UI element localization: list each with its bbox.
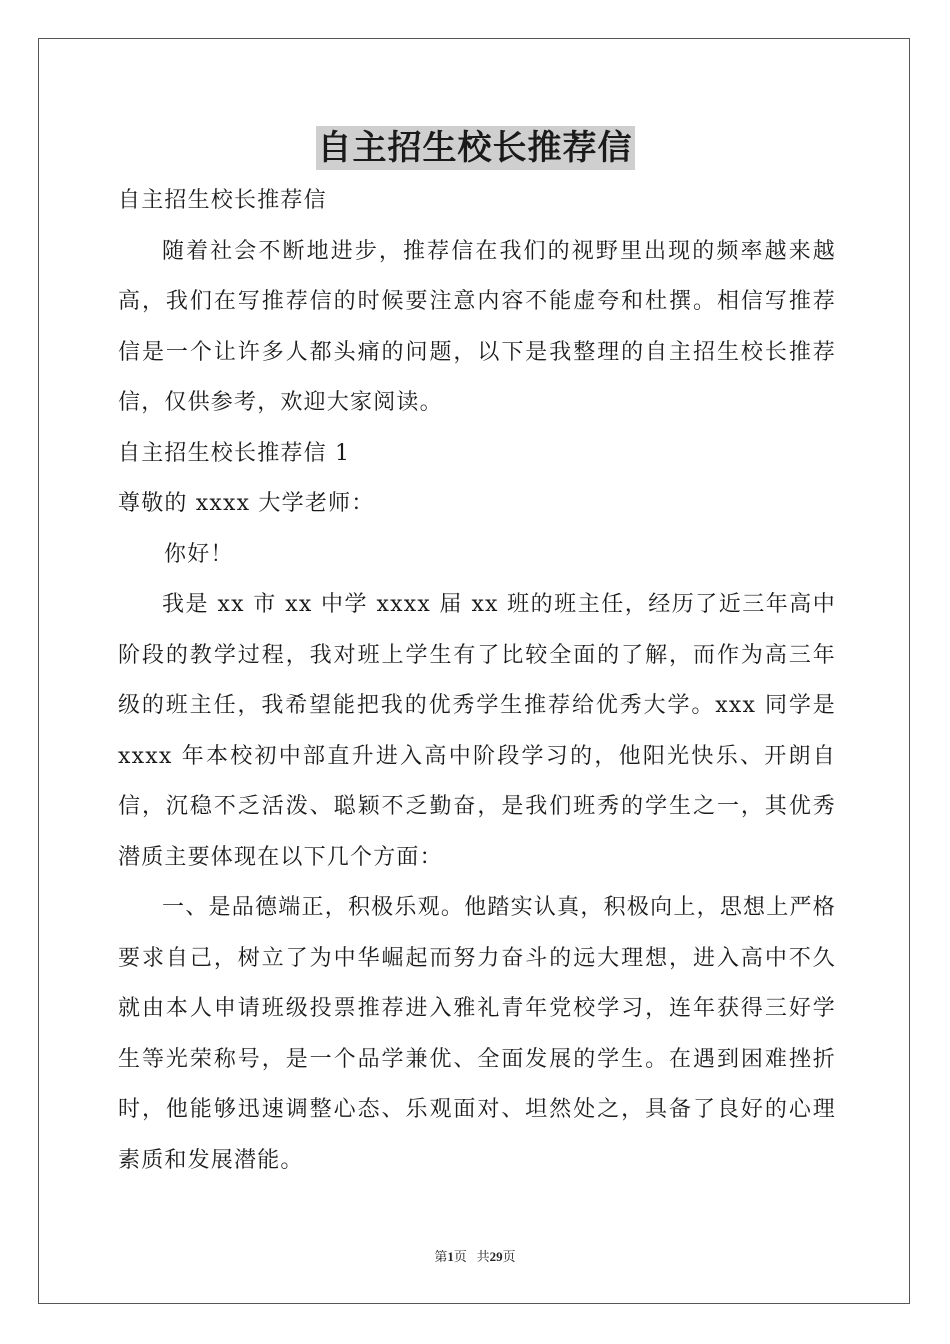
total-prefix: 共	[476, 1249, 490, 1264]
salutation: 尊敬的 xxxx 大学老师：	[118, 491, 375, 516]
document-title: 自主招生校长推荐信	[317, 128, 633, 168]
page-suffix: 页	[453, 1249, 467, 1264]
total-suffix: 页	[502, 1249, 516, 1264]
title-container	[0, 126, 950, 170]
page-prefix: 第	[434, 1249, 448, 1264]
document-subtitle: 自主招生校长推荐信	[118, 188, 327, 213]
body-paragraph-2: 一、是品德端正，积极乐观。他踏实认真，积极向上，思想上严格要求自己，树立了为中华崛起而努力奋斗的远大理想，进入高中不久就由本人申请班级投票推荐进入雅礼青年党校学习，连年获得三好学生等光荣称号，是一个品学兼优、全面发展的学生。在遇到困难挫折时，他能够迅速调整心态、乐观面对、坦然处之，具备了良好的心理素质和发展潜能。	[118, 895, 836, 1173]
body-paragraph-1: 我是 xx 市 xx 中学 xxxx 届 xx 班的班主任，经历了近三年高中阶段的教学过程，我对班上学生有了比较全面的了解，而作为高三年级的班主任，我希望能把我的优秀学生推荐给优秀大学。xxx 同学是 xxxx 年本校初中部直升进入高中阶段学习的，他阳光快乐、开朗自信，沉稳不乏活泼、聪颖不乏勤奋，是我们班秀的学生之一，其优秀潜质主要体现在以下几个方面：	[118, 592, 836, 870]
intro-paragraph: 随着社会不断地进步，推荐信在我们的视野里出现的频率越来越高，我们在写推荐信的时候要注意内容不能虚夸和杜撰。相信写推荐信是一个让许多人都头痛的问题，以下是我整理的自主招生校长推荐信，仅供参考，欢迎大家阅读。	[118, 238, 836, 415]
greeting: 你好！	[164, 541, 234, 567]
section-heading: 自主招生校长推荐信 1	[118, 440, 351, 466]
total-pages: 29	[489, 1249, 503, 1264]
page-footer	[0, 1246, 950, 1265]
page-number: 1	[447, 1249, 454, 1264]
document-body	[118, 176, 836, 1186]
